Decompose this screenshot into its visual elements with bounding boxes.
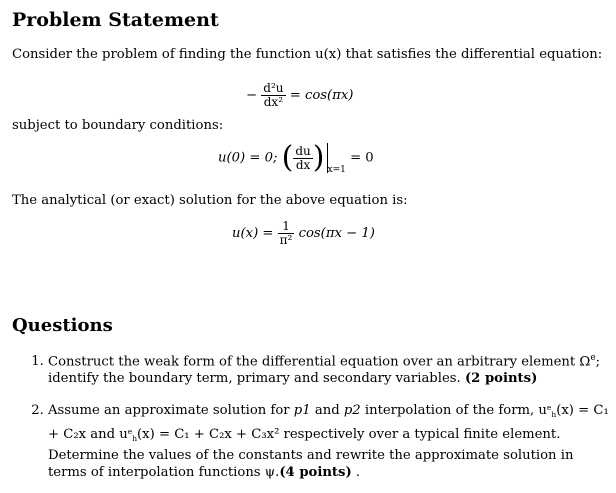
left-paren: (	[281, 140, 294, 175]
question-item	[48, 399, 616, 481]
question-2-exp1: (x) = C₁ + C₂x and u	[48, 403, 609, 443]
question-2-p2: p2	[343, 403, 361, 419]
boundary-fraction	[293, 145, 312, 172]
solution-label: The analytical (or exact) solution for the above equation is:	[12, 193, 408, 208]
question-2-text-a: Assume an approximate solution for	[48, 403, 294, 419]
questions-heading: Questions	[12, 315, 113, 336]
equation-rhs: = cos(πx)	[289, 88, 354, 103]
right-paren: )	[312, 140, 325, 175]
page-title: Problem Statement	[12, 9, 219, 31]
solution-numerator: 1	[282, 219, 290, 233]
boundary-rhs: = 0	[350, 150, 374, 166]
equation-fraction	[261, 82, 285, 109]
solution-lhs: u(x) =	[232, 226, 274, 241]
question-2-end: .	[351, 464, 361, 480]
question-item	[48, 350, 616, 387]
solution-denominator: π²	[279, 233, 293, 247]
question-2-index-2: $^e_h$	[127, 427, 138, 443]
boundary-label: subject to boundary conditions:	[12, 118, 224, 133]
analytical-solution	[232, 220, 375, 247]
evaluation-subscript: x=1	[327, 164, 346, 175]
differential-equation	[246, 82, 353, 109]
question-2-index-1: $^e_h$	[546, 403, 557, 420]
question-2-p1: p1	[293, 403, 311, 419]
question-2-mid2: interpolation of the form, u	[360, 403, 547, 419]
solution-rhs: cos(πx − 1)	[298, 226, 375, 241]
question-1-text-a: Construct the weak form of the differential equation over an arbitrary element Ω	[48, 354, 591, 370]
equation-numerator: d²u	[263, 81, 284, 95]
intro-text: Consider the problem of finding the function u(x) that satisfies the differential equation:	[12, 47, 603, 62]
boundary-conditions	[218, 140, 374, 175]
boundary-left: u(0) = 0;	[218, 150, 278, 166]
question-2-points: (4 points)	[279, 464, 352, 480]
equation-minus: −	[246, 88, 258, 103]
question-1-points: (2 points)	[464, 371, 538, 387]
boundary-denominator: dx	[295, 157, 311, 172]
boundary-numerator: du	[295, 143, 311, 158]
equation-denominator: dx²	[263, 95, 284, 109]
question-2-mid1: and	[310, 403, 344, 419]
question-2-exp2: (x) = C₁ + C₂x + C₃x² respectively over a typical finite element. Determine the values of the constants and rewrite the approximate solution in terms of interpolation functions ψ.	[48, 427, 574, 480]
question-1-superscript: e	[590, 353, 596, 363]
question-1-text-b: ; identify the boundary term, primary and secondary variables.	[48, 354, 601, 387]
questions-list	[22, 350, 616, 493]
solution-fraction	[278, 220, 295, 247]
